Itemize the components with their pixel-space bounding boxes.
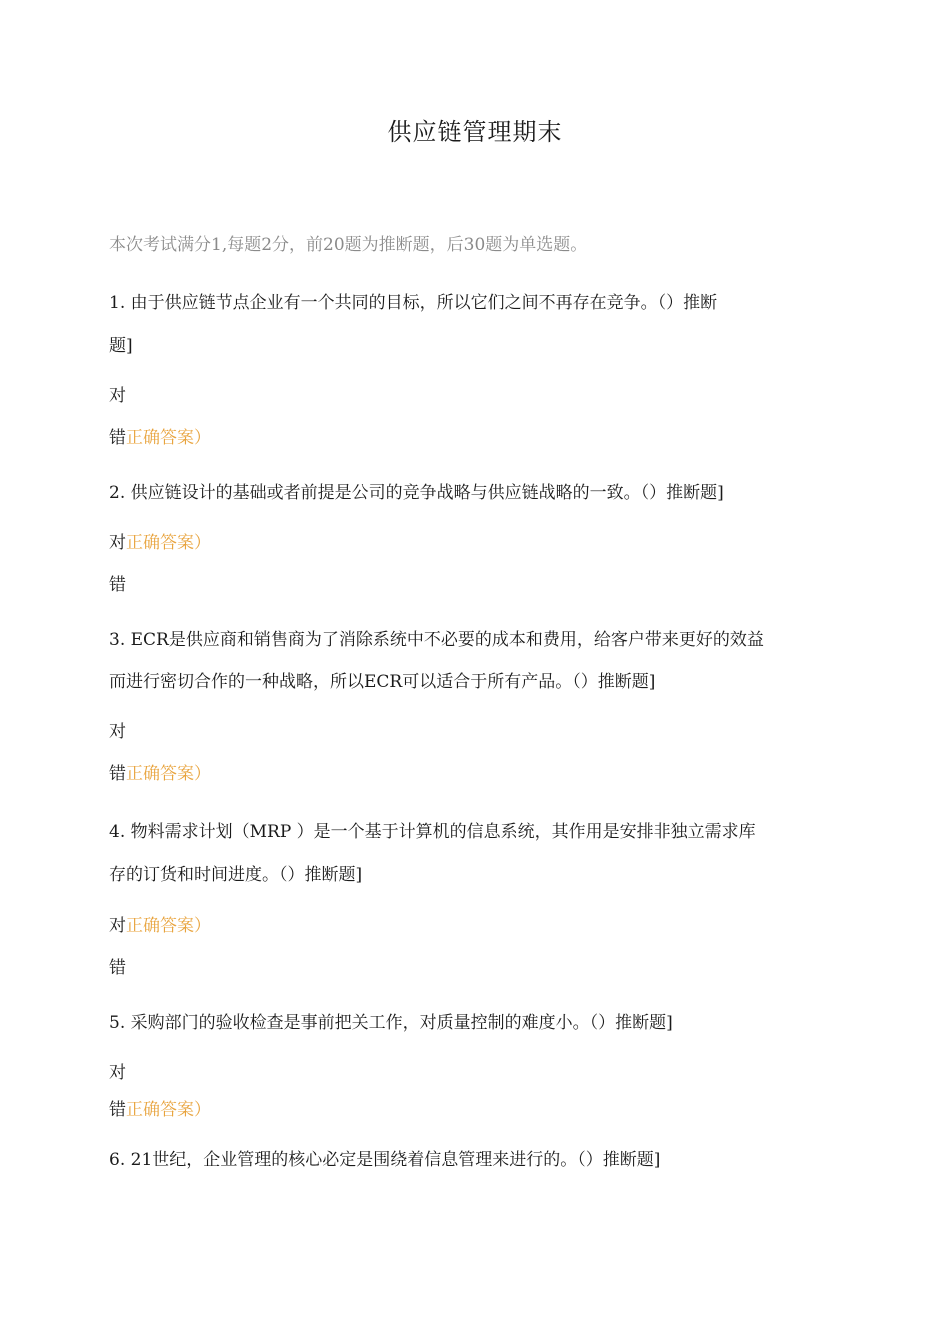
correct-answer-tag: 正确答案） bbox=[126, 1100, 211, 1120]
correct-answer-tag: 正确答案） bbox=[126, 916, 211, 936]
question-1-text-line1: 1. 由于供应链节点企业有一个共同的目标，所以它们之间不再存在竞争。（）推断 bbox=[109, 293, 718, 313]
option-label: 对 bbox=[109, 722, 126, 742]
question-3-text-line2: 而进行密切合作的一种战略，所以ECR可以适合于所有产品。（）推断题] bbox=[109, 672, 656, 692]
question-5-option-false[interactable] bbox=[109, 1098, 211, 1122]
question-5-text-line1: 5. 采购部门的验收检查是事前把关工作，对质量控制的难度小。（）推断题] bbox=[109, 1013, 673, 1033]
question-2-option-true[interactable] bbox=[109, 531, 211, 555]
option-label: 错 bbox=[109, 958, 126, 978]
question-1-option-true[interactable] bbox=[109, 384, 126, 408]
question-5-option-true[interactable] bbox=[109, 1061, 126, 1085]
option-label: 错 bbox=[109, 575, 126, 595]
option-label: 对 bbox=[109, 1063, 126, 1083]
question-4-text-line2: 存的订货和时间进度。（）推断题] bbox=[109, 865, 363, 885]
page-title: 供应链管理期末 bbox=[387, 118, 563, 146]
question-1-text-line2: 题] bbox=[109, 336, 133, 356]
question-4-option-true[interactable] bbox=[109, 914, 211, 938]
question-6-text-line1: 6. 21世纪，企业管理的核心必定是围绕着信息管理来进行的。（）推断题] bbox=[109, 1150, 661, 1170]
option-label: 对 bbox=[109, 533, 126, 553]
option-label: 对 bbox=[109, 386, 126, 406]
question-4-text-line1: 4. 物料需求计划（MRP ）是一个基于计算机的信息系统，其作用是安排非独立需求库 bbox=[109, 822, 756, 842]
question-3-text-line1: 3. ECR是供应商和销售商为了消除系统中不必要的成本和费用，给客户带来更好的效益 bbox=[109, 630, 764, 650]
question-2-text-line1: 2. 供应链设计的基础或者前提是公司的竞争战略与供应链战略的一致。（）推断题] bbox=[109, 483, 724, 503]
option-label: 对 bbox=[109, 916, 126, 936]
exam-intro: 本次考试满分1,每题2分，前20题为推断题，后30题为单选题。 bbox=[109, 235, 588, 255]
correct-answer-tag: 正确答案） bbox=[126, 764, 211, 784]
option-label: 错 bbox=[109, 1100, 126, 1120]
correct-answer-tag: 正确答案） bbox=[126, 533, 211, 553]
question-3-option-true[interactable] bbox=[109, 720, 126, 744]
correct-answer-tag: 正确答案） bbox=[126, 428, 211, 448]
option-label: 错 bbox=[109, 428, 126, 448]
option-label: 错 bbox=[109, 764, 126, 784]
question-3-option-false[interactable] bbox=[109, 762, 211, 786]
question-4-option-false[interactable] bbox=[109, 956, 126, 980]
question-1-option-false[interactable] bbox=[109, 426, 211, 450]
question-2-option-false[interactable] bbox=[109, 573, 126, 597]
